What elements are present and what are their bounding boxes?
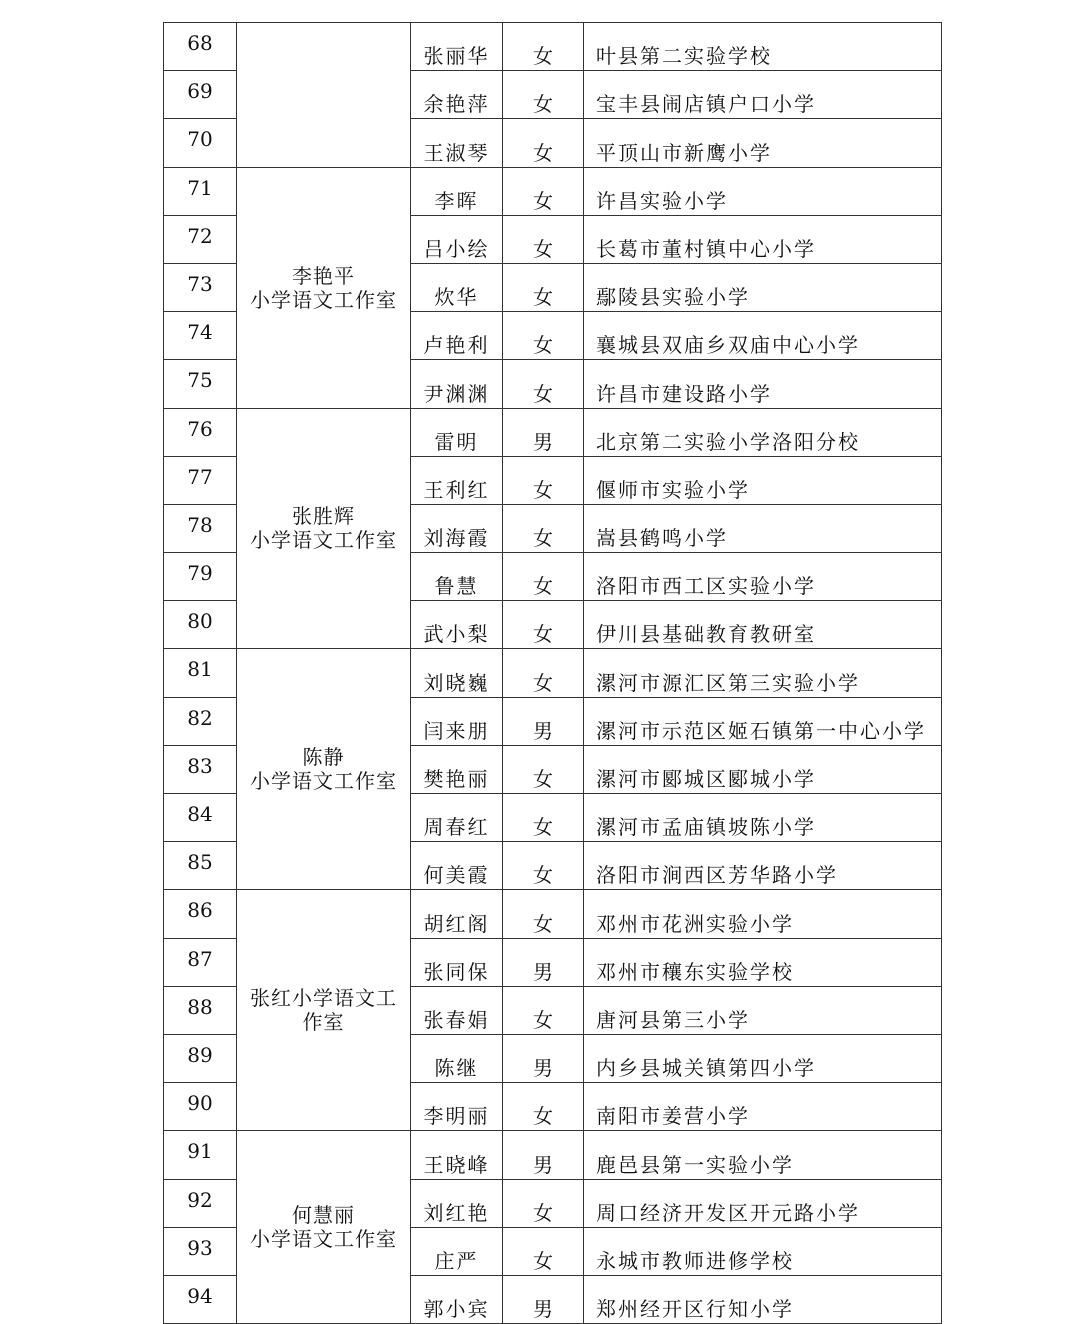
member-gender: 女 (503, 360, 584, 408)
member-school: 偃师市实验小学 (584, 456, 942, 504)
member-name: 王利红 (411, 456, 503, 504)
member-school: 长葛市董村镇中心小学 (584, 215, 942, 263)
row-number: 83 (164, 745, 237, 793)
row-number: 74 (164, 312, 237, 360)
member-gender: 女 (503, 890, 584, 938)
member-gender: 女 (503, 1227, 584, 1275)
row-number: 85 (164, 842, 237, 890)
row-number: 91 (164, 1131, 237, 1179)
member-school: 永城市教师进修学校 (584, 1227, 942, 1275)
row-number: 71 (164, 167, 237, 215)
row-number: 76 (164, 408, 237, 456)
member-name: 余艳萍 (411, 71, 503, 119)
member-name: 刘晓巍 (411, 649, 503, 697)
member-name: 张丽华 (411, 23, 503, 71)
row-number: 88 (164, 986, 237, 1034)
member-gender: 男 (503, 1131, 584, 1179)
member-name: 何美霞 (411, 842, 503, 890)
studio-name-line: 小学语文工作室 (250, 287, 397, 312)
row-number: 92 (164, 1179, 237, 1227)
studio-name-line: 张胜辉 (292, 504, 355, 529)
member-school: 南阳市姜营小学 (584, 1083, 942, 1131)
studio-name-line: 小学语文工作室 (250, 1227, 397, 1252)
studio-cell (237, 408, 411, 649)
table-row (164, 23, 942, 71)
member-school: 周口经济开发区开元路小学 (584, 1179, 942, 1227)
member-gender: 男 (503, 408, 584, 456)
member-school: 漯河市孟庙镇坡陈小学 (584, 794, 942, 842)
member-name: 李晖 (411, 167, 503, 215)
member-school: 宝丰县闹店镇户口小学 (584, 71, 942, 119)
member-name: 鲁慧 (411, 553, 503, 601)
member-gender: 女 (503, 119, 584, 167)
studio-name-line: 作室 (302, 1010, 345, 1035)
studio-cell (237, 649, 411, 890)
row-number: 70 (164, 119, 237, 167)
member-school: 洛阳市西工区实验小学 (584, 553, 942, 601)
row-number: 86 (164, 890, 237, 938)
row-number: 82 (164, 697, 237, 745)
studio-name-line: 李艳平 (292, 263, 355, 288)
member-gender: 女 (503, 794, 584, 842)
member-gender: 男 (503, 938, 584, 986)
row-number: 79 (164, 553, 237, 601)
member-name: 王晓峰 (411, 1131, 503, 1179)
member-name: 卢艳利 (411, 312, 503, 360)
member-school: 鄢陵县实验小学 (584, 263, 942, 311)
studio-cell (237, 23, 411, 168)
row-number: 75 (164, 360, 237, 408)
member-school: 内乡县城关镇第四小学 (584, 1034, 942, 1082)
member-school: 许昌市建设路小学 (584, 360, 942, 408)
studio-name-line: 陈静 (302, 745, 345, 770)
member-gender: 女 (503, 312, 584, 360)
studio-name-line: 小学语文工作室 (250, 528, 397, 553)
member-school: 北京第二实验小学洛阳分校 (584, 408, 942, 456)
member-school: 漯河市示范区姬石镇第一中心小学 (584, 697, 942, 745)
member-school: 邓州市花洲实验小学 (584, 890, 942, 938)
member-gender: 男 (503, 1034, 584, 1082)
member-gender: 女 (503, 842, 584, 890)
row-number: 78 (164, 504, 237, 552)
member-name: 闫来朋 (411, 697, 503, 745)
member-name: 尹渊渊 (411, 360, 503, 408)
member-school: 漯河市源汇区第三实验小学 (584, 649, 942, 697)
member-gender: 男 (503, 1275, 584, 1323)
member-school: 许昌实验小学 (584, 167, 942, 215)
member-name: 庄严 (411, 1227, 503, 1275)
row-number: 87 (164, 938, 237, 986)
member-gender: 女 (503, 986, 584, 1034)
member-gender: 女 (503, 553, 584, 601)
member-table (163, 22, 942, 1324)
studio-name-line: 张红小学语文工 (250, 986, 397, 1011)
member-gender: 女 (503, 215, 584, 263)
member-gender: 女 (503, 601, 584, 649)
member-name: 周春红 (411, 794, 503, 842)
row-number: 73 (164, 263, 237, 311)
member-name: 吕小绘 (411, 215, 503, 263)
member-school: 郑州经开区行知小学 (584, 1275, 942, 1323)
member-gender: 女 (503, 71, 584, 119)
member-gender: 女 (503, 745, 584, 793)
row-number: 77 (164, 456, 237, 504)
member-name: 刘海霞 (411, 504, 503, 552)
member-name: 炊华 (411, 263, 503, 311)
member-name: 李明丽 (411, 1083, 503, 1131)
member-gender: 女 (503, 649, 584, 697)
row-number: 80 (164, 601, 237, 649)
member-school: 唐河县第三小学 (584, 986, 942, 1034)
member-school: 鹿邑县第一实验小学 (584, 1131, 942, 1179)
table-row (164, 408, 942, 456)
member-school: 嵩县鹤鸣小学 (584, 504, 942, 552)
member-gender: 女 (503, 167, 584, 215)
member-name: 胡红阁 (411, 890, 503, 938)
member-school: 伊川县基础教育教研室 (584, 601, 942, 649)
row-number: 90 (164, 1083, 237, 1131)
member-school: 襄城县双庙乡双庙中心小学 (584, 312, 942, 360)
member-school: 邓州市穰东实验学校 (584, 938, 942, 986)
member-school: 平顶山市新鹰小学 (584, 119, 942, 167)
member-school: 漯河市郾城区郾城小学 (584, 745, 942, 793)
member-gender: 女 (503, 1179, 584, 1227)
row-number: 81 (164, 649, 237, 697)
row-number: 89 (164, 1034, 237, 1082)
member-gender: 女 (503, 263, 584, 311)
studio-cell (237, 890, 411, 1131)
member-name: 樊艳丽 (411, 745, 503, 793)
member-gender: 女 (503, 456, 584, 504)
member-gender: 女 (503, 504, 584, 552)
row-number: 93 (164, 1227, 237, 1275)
member-name: 张同保 (411, 938, 503, 986)
studio-name-line: 小学语文工作室 (250, 769, 397, 794)
member-name: 郭小宾 (411, 1275, 503, 1323)
member-gender: 女 (503, 1083, 584, 1131)
studio-name-line: 何慧丽 (292, 1203, 355, 1228)
studio-cell (237, 167, 411, 408)
member-name: 王淑琴 (411, 119, 503, 167)
member-name: 雷明 (411, 408, 503, 456)
member-school: 洛阳市涧西区芳华路小学 (584, 842, 942, 890)
row-number: 69 (164, 71, 237, 119)
row-number: 94 (164, 1275, 237, 1323)
member-name: 武小梨 (411, 601, 503, 649)
table-row (164, 890, 942, 938)
row-number: 84 (164, 794, 237, 842)
studio-cell (237, 1131, 411, 1324)
member-gender: 男 (503, 697, 584, 745)
row-number: 68 (164, 23, 237, 71)
member-name: 刘红艳 (411, 1179, 503, 1227)
table-row (164, 167, 942, 215)
member-table-body (164, 23, 942, 1324)
member-school: 叶县第二实验学校 (584, 23, 942, 71)
member-name: 张春娟 (411, 986, 503, 1034)
row-number: 72 (164, 215, 237, 263)
member-gender: 女 (503, 23, 584, 71)
member-name: 陈继 (411, 1034, 503, 1082)
table-row (164, 1131, 942, 1179)
table-row (164, 649, 942, 697)
